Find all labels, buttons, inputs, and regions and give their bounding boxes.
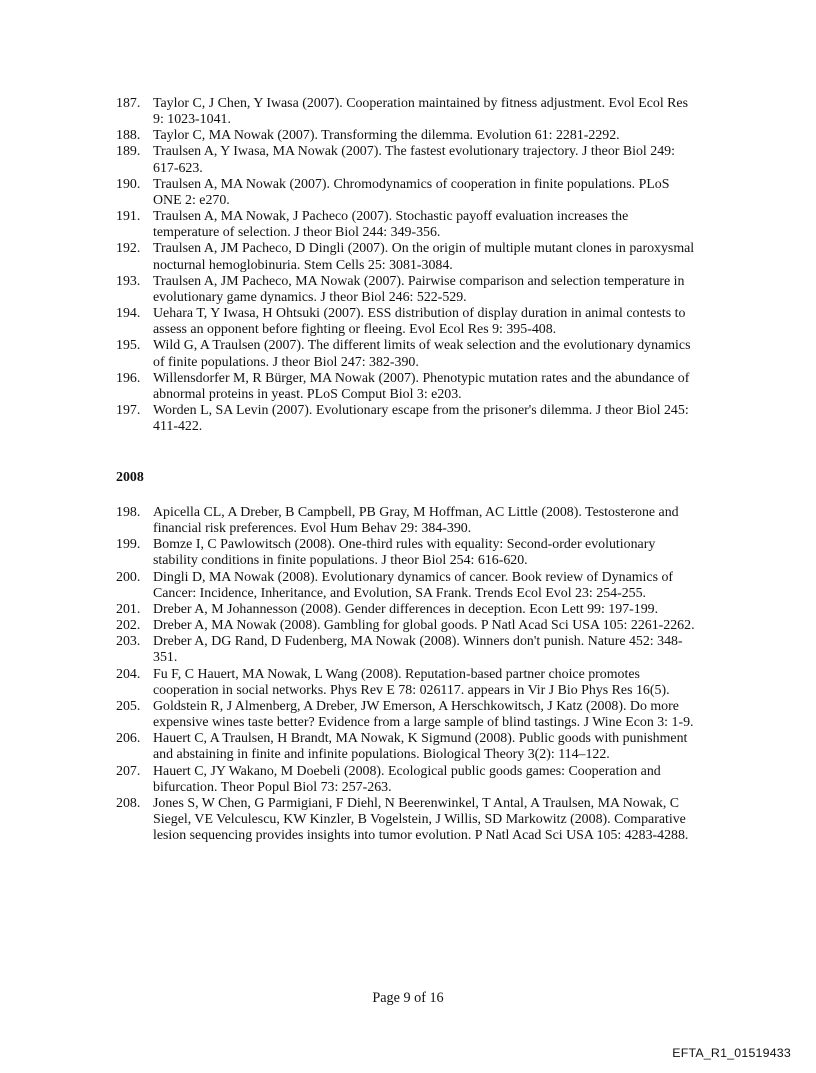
reference-number: 195. xyxy=(116,338,141,354)
reference-number: 197. xyxy=(116,402,141,418)
reference-text: Worden L, SA Levin (2007). Evolutionary escape from the prisoner's dilemma. J theor Biol 245: 411-422. xyxy=(153,402,689,435)
reference-number: 187. xyxy=(116,96,141,111)
reference-item xyxy=(116,338,696,370)
reference-text: Dreber A, M Johannesson (2008). Gender differences in deception. Econ Lett 99: 197-199. xyxy=(153,601,659,617)
document-id: EFTA_R1_01519433 xyxy=(672,1046,791,1060)
reference-item xyxy=(116,570,696,602)
reference-text: Dingli D, MA Nowak (2008). Evolutionary dynamics of cancer. Book review of Dynamics of Cancer: Incidence, Inheritance, and Evolution, SA Frank. Trends Ecol Evol 23: 254-255. xyxy=(153,569,674,601)
reference-number: 188. xyxy=(116,128,141,144)
reference-item xyxy=(116,699,696,731)
page-number: Page 9 of 16 xyxy=(372,990,444,1006)
reference-item xyxy=(116,537,696,569)
reference-item xyxy=(116,209,696,241)
reference-text: Jones S, W Chen, G Parmigiani, F Diehl, N Beerenwinkel, T Antal, A Traulsen, MA Nowak, C Siegel, VE Velculescu, KW Kinzler, B Vogelstein, J Willis, SD Markowitz (2008). Comparative lesion sequencing provides insights into tumor evolution. P Natl Acad Sci USA 105: 4283-4288. xyxy=(153,795,689,844)
section-heading-year: 2008 xyxy=(116,470,144,485)
reference-number: 194. xyxy=(116,306,141,322)
reference-text: Taylor C, J Chen, Y Iwasa (2007). Cooperation maintained by fitness adjustment. Evol Ecol Res 9: 1023-1041. xyxy=(153,96,688,128)
reference-number: 192. xyxy=(116,241,141,257)
reference-number: 193. xyxy=(116,273,141,289)
reference-item xyxy=(116,306,696,338)
reference-number: 206. xyxy=(116,731,141,747)
reference-text: Traulsen A, JM Pacheco, MA Nowak (2007). Pairwise comparison and selection temperature in evolutionary game dynamics. J theor Biol 246: 522-529. xyxy=(153,273,685,305)
reference-number: 208. xyxy=(116,795,141,811)
reference-text: Fu F, C Hauert, MA Nowak, L Wang (2008). Reputation-based partner choice promotes cooperation in social networks. Phys Rev E 78: 026117. appears in Vir J Bio Phys Res 16(5). xyxy=(153,666,670,698)
reference-number: 189. xyxy=(116,144,141,160)
reference-item xyxy=(116,667,696,699)
reference-text: Dreber A, MA Nowak (2008). Gambling for global goods. P Natl Acad Sci USA 105: 2261-2262. xyxy=(153,618,695,634)
reference-number: 204. xyxy=(116,666,141,682)
reference-list-2007 xyxy=(116,96,696,435)
reference-text: Traulsen A, MA Nowak, J Pacheco (2007). Stochastic payoff evaluation increases the temperature of selection. J theor Biol 244: 349-356. xyxy=(153,209,629,241)
reference-text: Apicella CL, A Dreber, B Campbell, PB Gray, M Hoffman, AC Little (2008). Testosterone and financial risk preferences. Evol Hum Behav 29: 384-390. xyxy=(153,505,679,537)
reference-text: Goldstein R, J Almenberg, A Dreber, JW Emerson, A Herschkowitsch, J Katz (2008). Do more expensive wines taste better? Evidence from a large sample of blind tastings. J Wine Econ 3: 1-9. xyxy=(153,698,694,731)
reference-number: 196. xyxy=(116,370,141,386)
reference-number: 200. xyxy=(116,569,141,585)
reference-text: Willensdorfer M, R Bürger, MA Nowak (2007). Phenotypic mutation rates and the abundance of abnormal proteins in yeast. PLoS Comput Biol 3: e203. xyxy=(153,370,690,402)
reference-item xyxy=(116,144,696,176)
reference-number: 203. xyxy=(116,634,141,650)
reference-text: Wild G, A Traulsen (2007). The different limits of weak selection and the evolutionary dynamics of finite populations. J theor Biol 247: 382-390. xyxy=(153,338,691,370)
reference-item xyxy=(116,634,696,666)
reference-item xyxy=(116,274,696,306)
reference-text: Uehara T, Y Iwasa, H Ohtsuki (2007). ESS distribution of display duration in animal contests to assess an opponent before fighting or fleeing. Evol Ecol Res 9: 395-408. xyxy=(153,306,686,338)
reference-text: Hauert C, A Traulsen, H Brandt, MA Nowak, K Sigmund (2008). Public goods with punishment and abstaining in finite and infinite populations. Biological Theory 3(2): 114–122. xyxy=(153,731,688,763)
reference-item xyxy=(116,241,696,273)
reference-item xyxy=(116,618,696,634)
reference-item xyxy=(116,764,696,796)
reference-text: Hauert C, JY Wakano, M Doebeli (2008). Ecological public goods games: Cooperation and bifurcation. Theor Popul Biol 73: 257-263. xyxy=(153,763,661,795)
reference-text: Traulsen A, JM Pacheco, D Dingli (2007). On the origin of multiple mutant clones in paroxysmal nocturnal hemoglobinuria. Stem Cells 25: 3081-3084. xyxy=(153,241,695,273)
reference-item xyxy=(116,128,696,144)
reference-number: 190. xyxy=(116,176,141,192)
reference-item xyxy=(116,796,696,844)
reference-item xyxy=(116,403,696,435)
reference-list-2008 xyxy=(116,505,696,844)
reference-number: 199. xyxy=(116,537,141,553)
reference-number: 191. xyxy=(116,209,141,225)
reference-item xyxy=(116,96,696,128)
reference-number: 198. xyxy=(116,505,141,520)
reference-text: Dreber A, DG Rand, D Fudenberg, MA Nowak (2008). Winners don't punish. Nature 452: 348-351. xyxy=(153,634,683,666)
reference-item xyxy=(116,177,696,209)
reference-item xyxy=(116,505,696,537)
reference-number: 205. xyxy=(116,698,141,714)
reference-text: Bomze I, C Pawlowitsch (2008). One-third rules with equality: Second-order evolutionary stability conditions in finite populations. J theor Biol 254: 616-620. xyxy=(153,537,656,569)
reference-item xyxy=(116,602,696,618)
reference-text: Taylor C, MA Nowak (2007). Transforming the dilemma. Evolution 61: 2281-2292. xyxy=(153,128,620,144)
reference-text: Traulsen A, Y Iwasa, MA Nowak (2007). The fastest evolutionary trajectory. J theor Biol 249: 617-623. xyxy=(153,144,675,176)
reference-item xyxy=(116,371,696,403)
reference-number: 202. xyxy=(116,618,141,634)
reference-number: 207. xyxy=(116,763,141,779)
reference-item xyxy=(116,731,696,763)
reference-number: 201. xyxy=(116,601,141,617)
reference-text: Traulsen A, MA Nowak (2007). Chromodynamics of cooperation in finite populations. PLoS ONE 2: e270. xyxy=(153,176,670,208)
